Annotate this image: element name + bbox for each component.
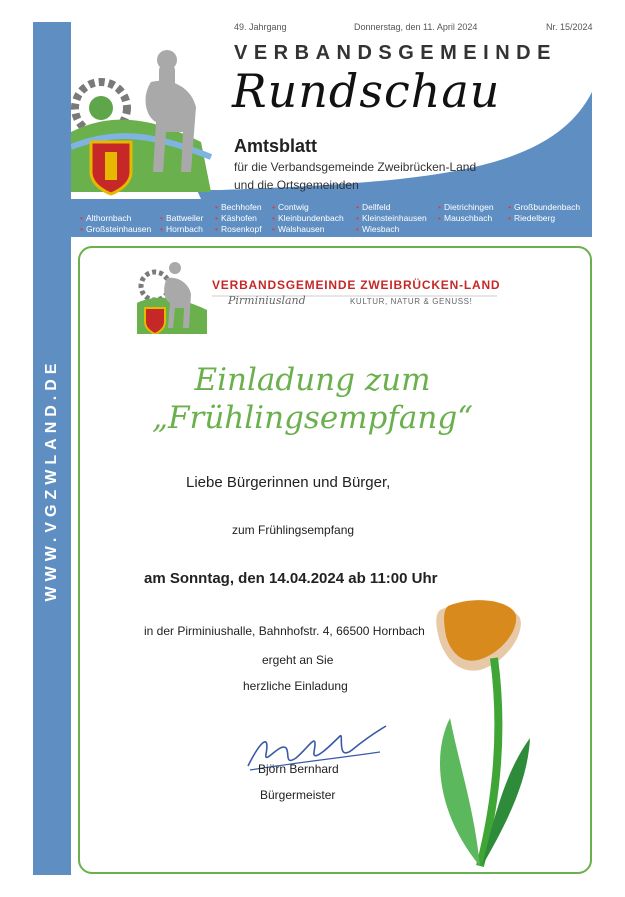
- town-item: • Dietrichingen: [438, 202, 494, 212]
- invitation-line-2: ergeht an Sie: [262, 653, 334, 667]
- logo-tagline: KULTUR, NATUR & GENUSS!: [350, 297, 473, 306]
- tulip-icon: [410, 598, 540, 868]
- publisher-name: VERBANDSGEMEINDE: [234, 42, 557, 64]
- town-item: • Kleinbundenbach: [272, 213, 344, 223]
- signer-name: Björn Bernhard: [258, 762, 339, 776]
- issue-number: Nr. 15/2024: [546, 22, 593, 32]
- town-item: • Riedelberg: [508, 213, 555, 223]
- logo-title: VERBANDSGEMEINDE ZWEIBRÜCKEN-LAND: [212, 278, 501, 292]
- town-item: • Rosenkopf: [215, 224, 262, 234]
- signer-role: Bürgermeister: [260, 788, 336, 802]
- subtitle-line-1: für die Verbandsgemeinde Zweibrücken-Land: [234, 160, 477, 174]
- masthead: Rundschau: [232, 64, 501, 118]
- town-item: • Althornbach: [80, 213, 131, 223]
- invitation-line-3: herzliche Einladung: [243, 679, 348, 693]
- invitation-line-1: zum Frühlingsempfang: [232, 523, 355, 537]
- town-item: • Walshausen: [272, 224, 324, 234]
- town-item: • Wiesbach: [356, 224, 399, 234]
- website-url[interactable]: WWW.VGZWLAND.DE: [43, 358, 60, 602]
- town-item: • Bechhofen: [215, 202, 262, 212]
- event-location: in der Pirminiushalle, Bahnhofstr. 4, 66500 Hornbach: [144, 624, 425, 638]
- subtitle-line-2: und die Ortsgemeinden: [234, 178, 359, 192]
- municipality-logo: [137, 258, 497, 334]
- town-item: • Großbundenbach: [508, 202, 580, 212]
- volume: 49. Jahrgang: [234, 22, 287, 32]
- greeting: Liebe Bürgerinnen und Bürger,: [186, 474, 391, 491]
- town-item: • Mauschbach: [438, 213, 492, 223]
- invitation-title-line-2: „Frühlingsempfang“: [151, 400, 474, 436]
- town-item: • Contwig: [272, 202, 309, 212]
- town-item: • Battweiler: [160, 213, 203, 223]
- header-subtitle: Amtsblatt: [234, 136, 318, 156]
- invitation-title-line-1: Einladung zum: [194, 362, 431, 398]
- coat-of-arms-icon: [91, 142, 131, 194]
- logo-script: Pirminiusland: [228, 294, 306, 307]
- event-datetime: am Sonntag, den 14.04.2024 ab 11:00 Uhr: [144, 570, 438, 587]
- town-item: • Dellfeld: [356, 202, 390, 212]
- issue-date: Donnerstag, den 11. April 2024: [354, 22, 478, 32]
- town-item: • Kleinsteinhausen: [356, 213, 427, 223]
- town-item: • Käshofen: [215, 213, 257, 223]
- town-item: • Großsteinhausen: [80, 224, 151, 234]
- town-item: • Hornbach: [160, 224, 203, 234]
